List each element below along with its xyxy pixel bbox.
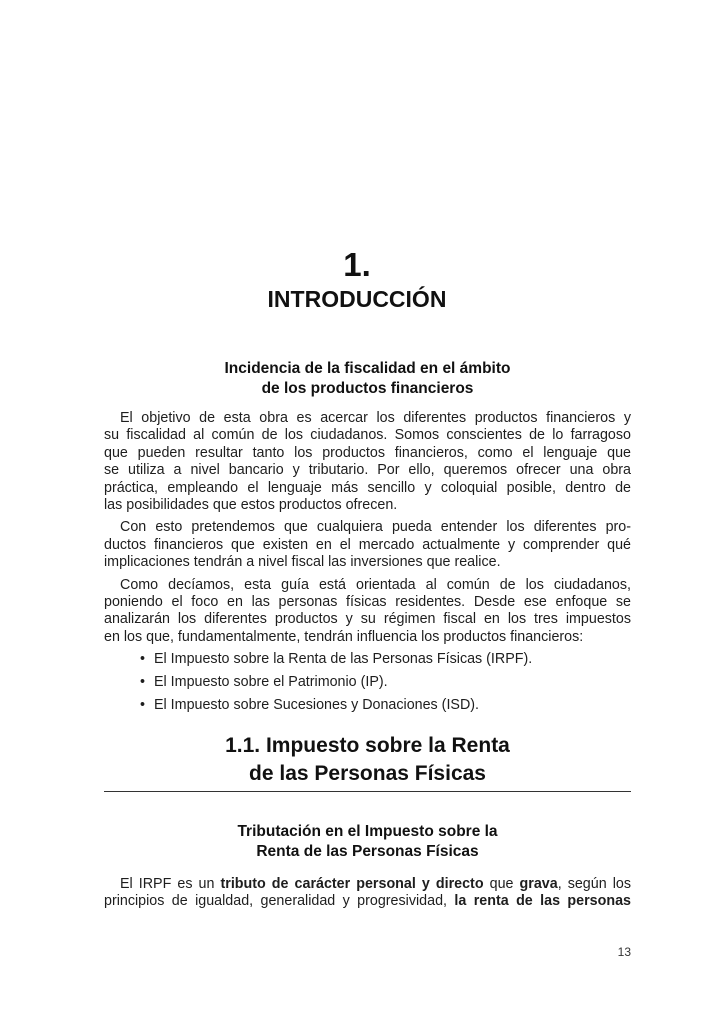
text-line: se utiliza a nivel bancario y tributario. Por ello, queremos ofrecer una obra [104, 462, 631, 479]
text-line: Como decíamos, esta guía está orientada al común de los ciudadanos, [120, 576, 631, 593]
paragraph [104, 876, 631, 911]
bold-text: grava [519, 876, 558, 892]
chapter-title: INTRODUCCIÓN [267, 286, 447, 312]
list-item-text: El Impuesto sobre el Patrimonio (IP). [154, 674, 388, 691]
page-number: 13 [617, 945, 631, 959]
section-divider [104, 791, 631, 792]
text-line: su fiscalidad al común de los ciudadanos. Somos conscientes de lo farragoso [104, 427, 631, 444]
list-item [104, 697, 631, 714]
text-line: en los que, fundamentalmente, tendrán influencia los productos financieros: [104, 628, 584, 645]
body-text [104, 876, 631, 916]
section-heading [104, 732, 631, 788]
text-line: práctica, empleando el lenguaje más sencillo y coloquial posible, dentro de [104, 479, 631, 496]
text-line: que pueden resultar tanto los productos financieros, como el lenguaje que [104, 444, 631, 461]
bold-text: tributo de carácter personal y directo [220, 876, 484, 892]
subsection-heading-line: Renta de las Personas Físicas [256, 843, 479, 860]
bullet-icon: • [140, 674, 146, 691]
text-line: analizarán los diferentes productos y su régimen fiscal en los tres impuestos [104, 611, 631, 628]
chapter-number: 1. [343, 246, 371, 283]
subsection-heading [104, 822, 631, 862]
body-text [104, 410, 631, 720]
list-item-text: El Impuesto sobre la Renta de las Personas Físicas (IRPF). [154, 651, 533, 668]
section-heading-line: de las Personas Físicas [249, 762, 486, 785]
paragraph [104, 577, 631, 647]
subsection-heading-line: Tributación en el Impuesto sobre la [237, 823, 498, 840]
text-line: El objetivo de esta obra es acercar los diferentes productos financieros y [120, 410, 631, 426]
text-run: principios de igualdad, generalidad y progresividad, [104, 893, 455, 910]
tax-list [104, 651, 631, 714]
list-item [104, 674, 631, 691]
text-line: las posibilidades que estos productos ofrecen. [104, 497, 398, 514]
bold-text: la renta de las personas [454, 893, 631, 910]
bullet-icon: • [140, 651, 146, 668]
subsection-heading-line: de los productos financieros [261, 380, 474, 397]
paragraph [104, 410, 631, 514]
text-run: que [483, 876, 520, 892]
text-line: Con esto pretendemos que cualquiera pueda entender los diferentes pro- [120, 519, 631, 536]
text-run: El IRPF es un [120, 876, 221, 892]
text-line: poniendo el foco en las personas físicas residentes. Desde ese enfoque se [104, 594, 631, 611]
paragraph [104, 519, 631, 571]
text-run: , según los [557, 876, 631, 892]
text-line [104, 893, 631, 910]
text-line [104, 876, 631, 893]
text-line: ductos financieros que existen en el mercado actualmente y comprender qué [104, 536, 631, 553]
list-item-text: El Impuesto sobre Sucesiones y Donaciones (ISD). [154, 697, 480, 714]
text-line: implicaciones tendrán a nivel fiscal las inversiones que realice. [104, 554, 501, 571]
subsection-heading-line: Incidencia de la fiscalidad en el ámbito [224, 360, 511, 377]
section-heading-line: 1.1. Impuesto sobre la Renta [225, 734, 510, 757]
subsection-heading [104, 359, 631, 399]
list-item [104, 651, 631, 668]
bullet-icon: • [140, 697, 146, 714]
